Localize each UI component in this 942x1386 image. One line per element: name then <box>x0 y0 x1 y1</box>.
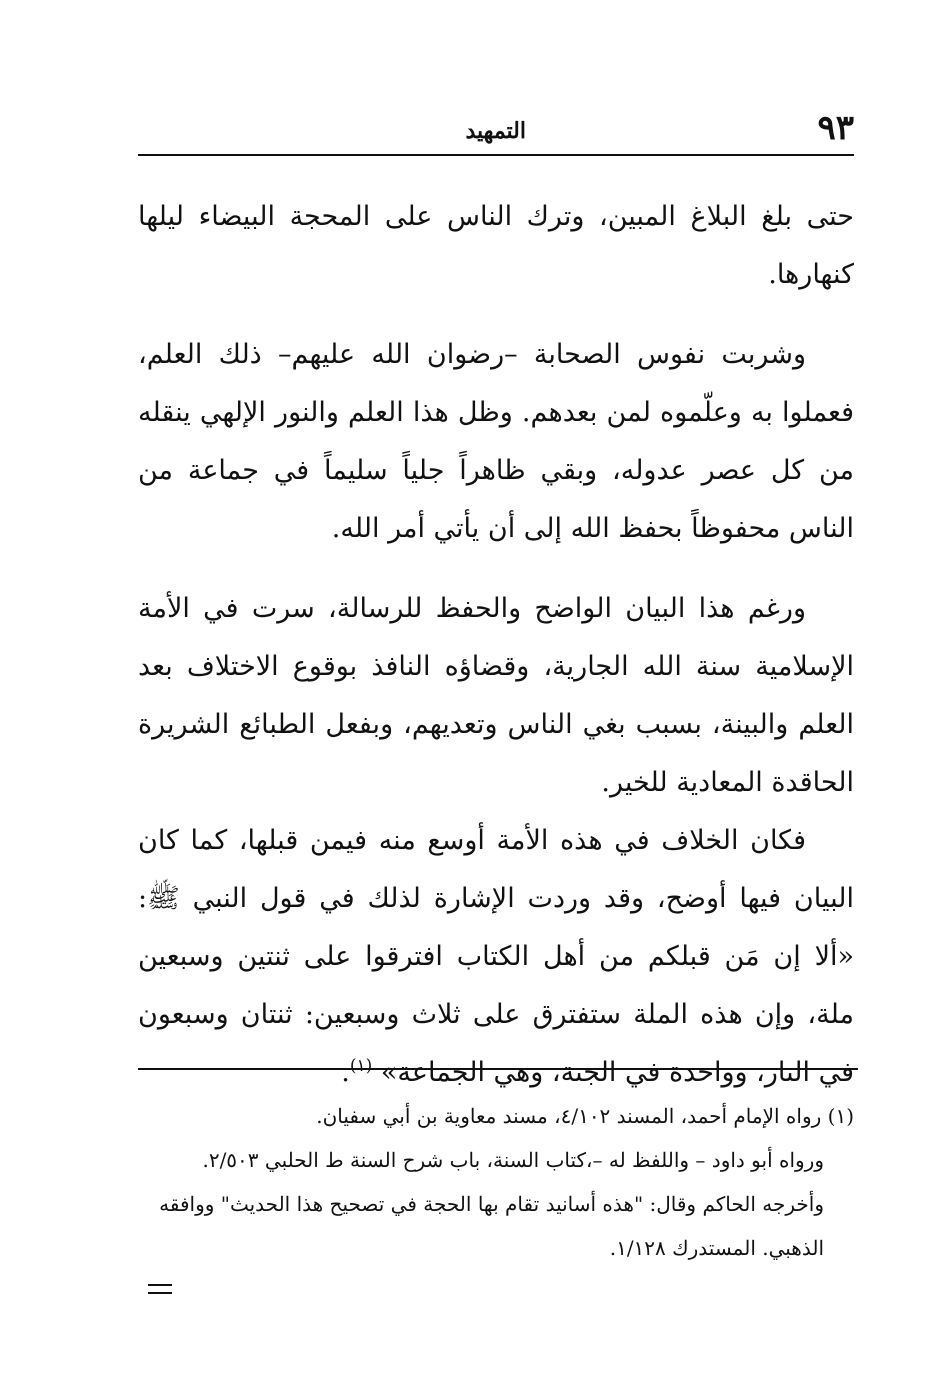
footnote-reference[interactable]: (١) <box>349 1056 373 1076</box>
paragraph-4 <box>138 812 854 1102</box>
footnote-1-continuation-a: ورواه أبو داود – واللفظ له –،كتاب السنة، باب شرح السنة ط الحلبي ٢/٥٠٣. <box>202 1148 824 1172</box>
footnote-1: (١) رواه الإمام أحمد، المسند ٤/١٠٢، مسند معاوية بن أبي سفيان. <box>316 1104 854 1128</box>
paragraph-3: ورغم هذا البيان الواضح والحفظ للرسالة، سرت في الأمة الإسلامية سنة الله الجارية، وقضاؤه النافذ بوقوع الاختلاف بعد العلم والبينة، بسبب بغي الناس وتعديهم، وبفعل الطبائع الشريرة الحاقدة المعادية للخير. <box>138 593 854 798</box>
paragraph-4-period: . <box>341 1057 350 1088</box>
paragraph-2: وشربت نفوس الصحابة –رضوان الله عليهم– ذلك العلم، فعملوا به وعلّموه لمن بعدهم. وظل هذا العلم والنور الإلهي ينقله من كل عصر عدوله، وبقي ظاهراً جلياً سليماً في جماعة من الناس محفوظاً بحفظ الله إلى أن يأتي أمر الله. <box>138 339 854 544</box>
paragraph-4-text: فكان الخلاف في هذه الأمة أوسع منه فيمن قبلها، كما كان البيان فيها أوضح، وقد وردت الإشارة لذلك في قول النبي ﷺ: «ألا إن مَن قبلكم من أهل الكتاب افترقوا على ثنتين وسبعين ملة، وإن هذه الملة ستفترق على ثلاث وسبعين: ثنتان وسبعون في النار، وواحدة في الجنة، وهي الجماعة» <box>138 825 854 1088</box>
paragraph-1: حتى بلغ البلاغ المبين، وترك الناس على المحجة البيضاء ليلها كنهارها. <box>138 201 854 290</box>
main-text <box>138 188 854 1102</box>
footnote-rule <box>138 1068 858 1070</box>
page-number: ٩٣ <box>817 108 854 148</box>
running-title: التمهيد <box>465 118 526 144</box>
footnote-1-continuation-b: وأخرجه الحاكم وقال: "هذه أسانيد تقام بها الحجة في تصحيح هذا الحديث" ووافقه الذهبي. المستدرك ١/١٢٨. <box>159 1192 824 1260</box>
header-rule <box>138 154 854 156</box>
continuation-mark <box>148 1284 172 1294</box>
page-header <box>138 108 854 154</box>
footnotes <box>138 1094 854 1270</box>
